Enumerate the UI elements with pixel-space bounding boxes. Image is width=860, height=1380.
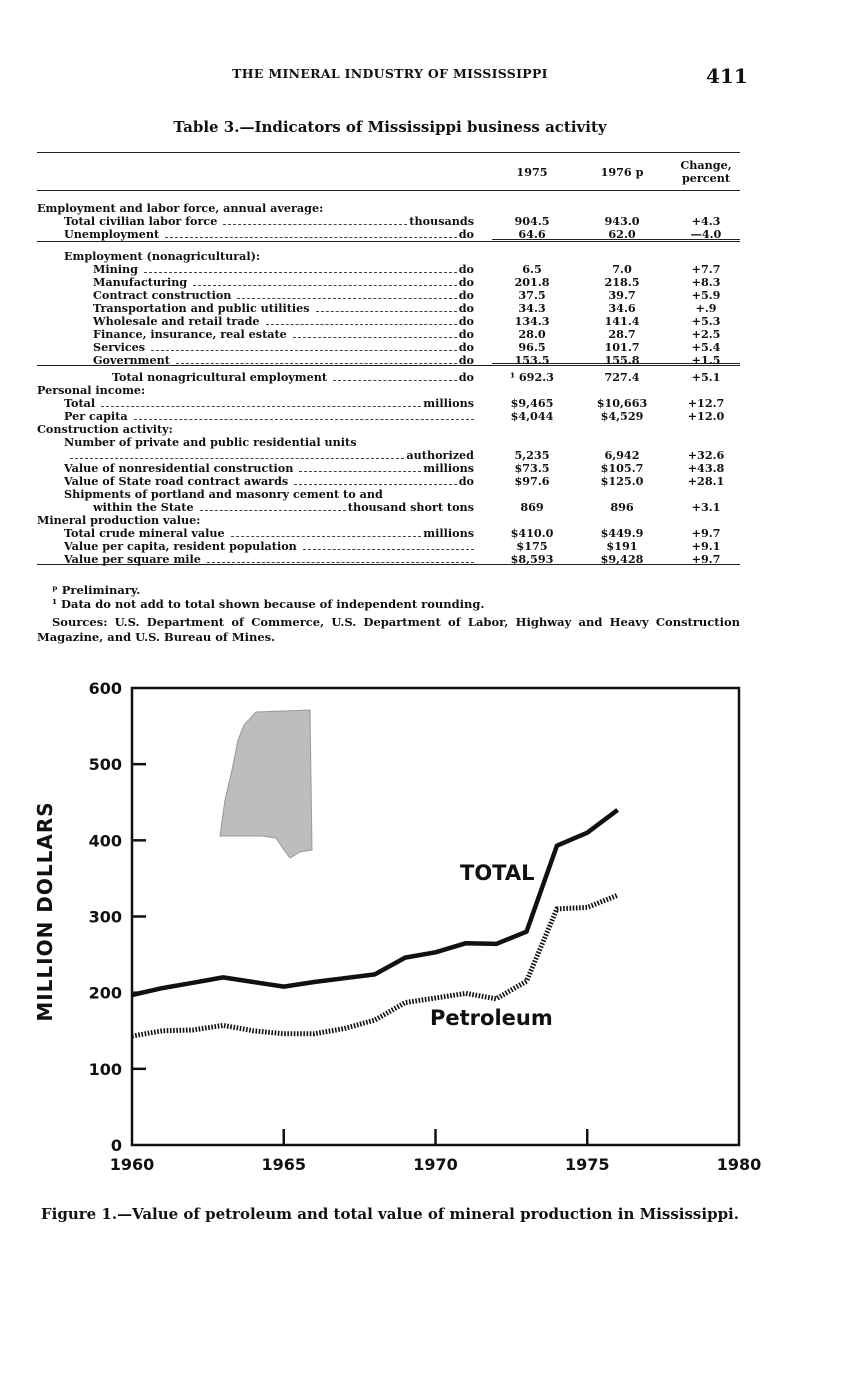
value-change: +1.5 (691, 353, 721, 367)
value-1975: $9,465 (510, 396, 554, 410)
row-unit: do (458, 370, 474, 384)
leader-dots (101, 397, 421, 407)
figure-caption: Figure 1.—Value of petroleum and total value of mineral production in Mississippi. (41, 1205, 739, 1223)
row-label: Government (93, 353, 170, 367)
row-label: Transportation and public utilities (93, 301, 310, 315)
row-unit: do (458, 262, 474, 276)
col-header-change-line2: percent (681, 171, 731, 185)
row-unit: authorized (406, 448, 474, 462)
leader-dots (200, 501, 346, 511)
value-1975: 5,235 (514, 448, 550, 462)
value-1975: 134.3 (514, 314, 550, 328)
row-label: Value per capita, resident population (64, 539, 297, 553)
leader-dots (294, 475, 457, 485)
value-1976: 218.5 (604, 275, 640, 289)
table-header-rule (37, 190, 740, 191)
table-rule (37, 241, 740, 242)
value-1975: 201.8 (514, 275, 550, 289)
value-change: +5.3 (691, 314, 721, 328)
footnote-sources: Sources: U.S. Department of Commerce, U.S. Department of Labor, Highway and Heavy Construction Magazine, and U.S. Bureau of Mines. (37, 615, 740, 644)
row-label: Contract construction (93, 288, 232, 302)
row-label: Number of private and public residential units (64, 435, 357, 449)
row-unit: thousand short tons (347, 500, 474, 514)
leader-dots (293, 328, 457, 338)
row-label: Employment (nonagricultural): (64, 249, 261, 263)
value-1975: 6.5 (522, 262, 542, 276)
value-1975: 34.3 (518, 301, 546, 315)
value-1976: $125.0 (600, 474, 644, 488)
leader-dots (165, 228, 457, 238)
value-1975: 28.0 (518, 327, 546, 341)
leader-dots (176, 354, 457, 364)
value-change: +5.9 (691, 288, 721, 302)
row-unit: millions (423, 461, 474, 475)
table-top-rule (37, 152, 740, 153)
value-1976: 28.7 (608, 327, 636, 341)
col-header-change-line1: Change, (680, 158, 732, 172)
page-number: 411 (706, 64, 748, 88)
footnote-rounding: ¹ Data do not add to total shown because of independent rounding. (52, 597, 485, 611)
value-1976: 6,942 (604, 448, 640, 462)
value-1976: 101.7 (604, 340, 640, 354)
value-change: +43.8 (687, 461, 725, 475)
y-tick-label: 0 (110, 1136, 122, 1155)
value-1975: $8,593 (510, 552, 554, 566)
row-label: Value of nonresidential construction (64, 461, 294, 475)
row-label: Shipments of portland and masonry cement to and (64, 487, 383, 501)
value-1976: 7.0 (612, 262, 632, 276)
table-row (37, 250, 740, 263)
leader-dots (207, 553, 474, 563)
series-line-total (132, 810, 618, 995)
value-1975: $175 (516, 539, 548, 553)
value-1976: $10,663 (596, 396, 648, 410)
value-change: +5.1 (691, 370, 721, 384)
value-1975: $4,044 (510, 409, 554, 423)
y-tick-label: 100 (88, 1059, 122, 1079)
x-tick-label: 1980 (716, 1155, 762, 1174)
row-label: Value per square mile (64, 552, 201, 566)
table-row (37, 553, 740, 566)
row-unit: thousands (409, 214, 474, 228)
row-unit: millions (423, 526, 474, 540)
series-label-total: TOTAL (460, 861, 535, 885)
value-1975: ¹ 692.3 (510, 370, 554, 384)
plot-frame (132, 688, 739, 1145)
running-head: THE MINERAL INDUSTRY OF MISSISSIPPI (232, 66, 548, 81)
row-label: within the State (93, 500, 194, 514)
row-label: Mineral production value: (37, 513, 201, 527)
value-1976: 727.4 (604, 370, 640, 384)
mineral-value-chart (0, 670, 860, 1200)
row-label: Total (64, 396, 96, 410)
value-1975: 37.5 (518, 288, 546, 302)
value-change: +9.1 (691, 539, 721, 553)
row-unit: do (458, 288, 474, 302)
value-1975: $73.5 (514, 461, 550, 475)
value-1976: 62.0 (608, 227, 636, 241)
leader-dots (316, 302, 457, 312)
value-1976: $105.7 (600, 461, 644, 475)
value-1976: 943.0 (604, 214, 640, 228)
row-unit: do (458, 353, 474, 367)
value-1976: 896 (610, 500, 634, 514)
y-tick-label: 500 (88, 755, 122, 775)
row-unit: do (458, 474, 474, 488)
x-tick-label: 1965 (261, 1155, 307, 1174)
table-row (37, 228, 740, 241)
y-tick-label: 300 (88, 907, 122, 927)
row-unit: millions (423, 396, 474, 410)
row-label: Finance, insurance, real estate (93, 327, 287, 341)
value-1975: $410.0 (510, 526, 554, 540)
value-change: +3.1 (691, 500, 721, 514)
col-header-change (671, 159, 741, 185)
row-unit: do (458, 327, 474, 341)
value-1975: 153.5 (514, 353, 550, 367)
value-1976: $4,529 (600, 409, 644, 423)
leader-dots (333, 371, 457, 381)
row-label: Personal income: (37, 383, 146, 397)
leader-dots (223, 215, 407, 225)
value-change: +28.1 (687, 474, 725, 488)
row-unit: do (458, 301, 474, 315)
value-change: +5.4 (691, 340, 721, 354)
row-unit: do (458, 314, 474, 328)
row-unit: do (458, 275, 474, 289)
value-change: +7.7 (691, 262, 721, 276)
leader-dots (237, 289, 456, 299)
row-label: Manufacturing (93, 275, 188, 289)
row-label: Per capita (64, 409, 128, 423)
value-change: +12.0 (687, 409, 725, 423)
row-label: Mining (93, 262, 138, 276)
value-change: +8.3 (691, 275, 721, 289)
y-axis-title: MILLION DOLLARS (33, 801, 57, 1022)
leader-dots (151, 341, 457, 351)
value-1976: $449.9 (600, 526, 644, 540)
x-tick-label: 1960 (109, 1155, 155, 1174)
value-change: +2.5 (691, 327, 721, 341)
value-change: +32.6 (687, 448, 725, 462)
row-label: Services (93, 340, 146, 354)
leader-dots (303, 540, 474, 550)
row-unit: do (458, 227, 474, 241)
value-1975: $97.6 (514, 474, 550, 488)
mississippi-map-icon (220, 710, 312, 858)
value-1975: 96.5 (518, 340, 546, 354)
row-label: Employment and labor force, annual average: (37, 201, 324, 215)
value-change: —4.0 (690, 227, 722, 241)
value-1976: 155.8 (604, 353, 640, 367)
value-1975: 904.5 (514, 214, 550, 228)
value-1976: 34.6 (608, 301, 636, 315)
value-1975: 64.6 (518, 227, 546, 241)
col-header-1975: 1975 (516, 165, 548, 179)
leader-dots (299, 462, 421, 472)
value-change: +12.7 (687, 396, 725, 410)
row-label: Construction activity: (37, 422, 173, 436)
leader-dots (70, 449, 404, 459)
leader-dots (144, 263, 457, 273)
row-label: Total civilian labor force (64, 214, 218, 228)
y-tick-label: 200 (88, 983, 122, 1003)
y-tick-label: 600 (88, 679, 122, 698)
value-1976: 39.7 (608, 288, 636, 302)
leader-dots (231, 527, 422, 537)
value-1976: $9,428 (600, 552, 644, 566)
y-tick-label: 400 (88, 831, 122, 851)
value-change: +9.7 (691, 552, 721, 566)
row-label: Value of State road contract awards (64, 474, 289, 488)
value-change: +.9 (695, 301, 717, 315)
series-label-petroleum: Petroleum (430, 1006, 553, 1030)
value-1975: 869 (520, 500, 544, 514)
row-label: Total crude mineral value (64, 526, 225, 540)
leader-dots (193, 276, 457, 286)
table-row (37, 354, 740, 367)
row-label: Total nonagricultural employment (112, 370, 328, 384)
value-change: +4.3 (691, 214, 721, 228)
value-change: +9.7 (691, 526, 721, 540)
leader-dots (266, 315, 457, 325)
value-1976: $191 (606, 539, 638, 553)
x-tick-label: 1975 (564, 1155, 610, 1174)
row-label: Unemployment (64, 227, 160, 241)
footnote-preliminary: ᵖ Preliminary. (52, 583, 141, 597)
row-unit: do (458, 340, 474, 354)
table-title: Table 3.—Indicators of Mississippi business activity (173, 118, 607, 136)
col-header-1976: 1976 p (600, 165, 644, 179)
x-tick-label: 1970 (413, 1155, 458, 1174)
value-1976: 141.4 (604, 314, 640, 328)
leader-dots (134, 410, 474, 420)
row-label: Wholesale and retail trade (93, 314, 260, 328)
